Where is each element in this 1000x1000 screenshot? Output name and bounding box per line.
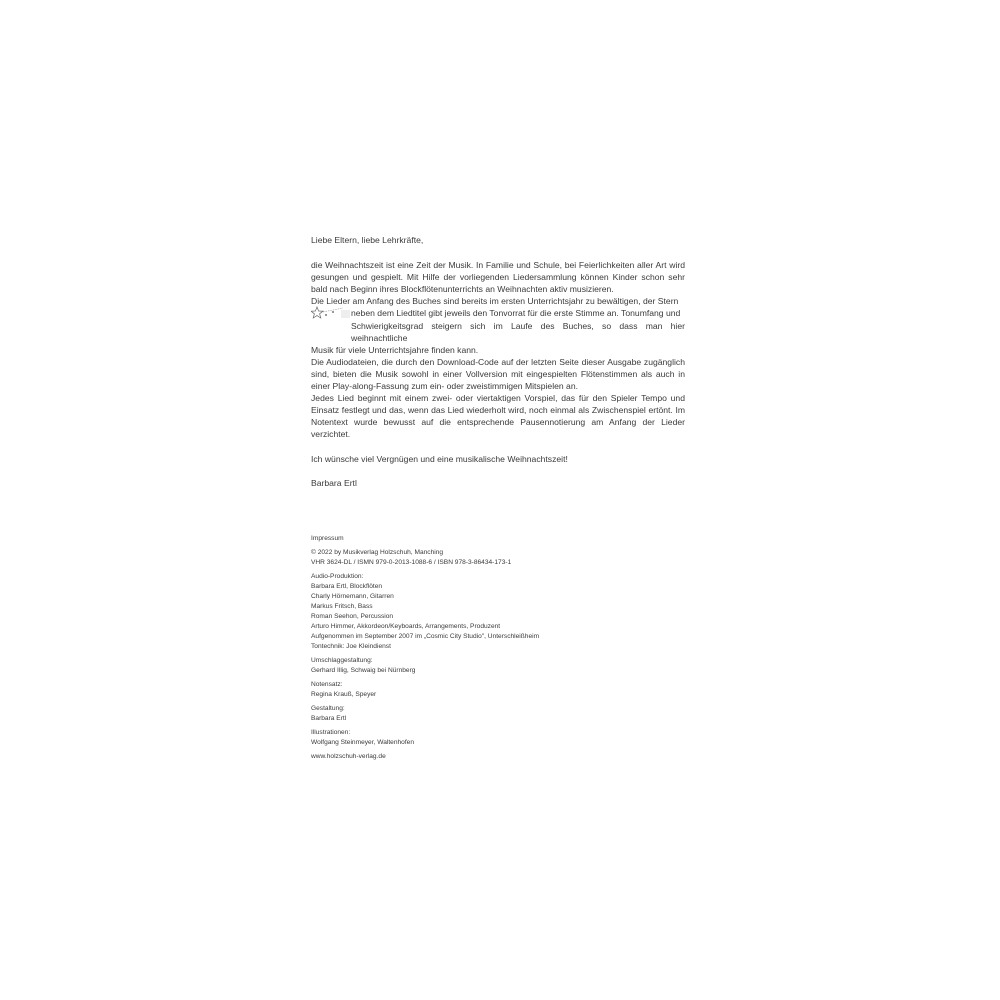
imprint-illustrations-value: Wolfgang Steinmeyer, Waltenhofen bbox=[311, 739, 414, 746]
imprint-audio-line: Aufgenommen im September 2007 im „Cosmic City Studio", Unterschleißheim bbox=[311, 633, 540, 640]
imprint-audio-line: Barbara Ertl, Blockflöten bbox=[311, 583, 383, 590]
imprint-notes-heading: Notensatz: bbox=[311, 681, 343, 688]
letter-greeting: Liebe Eltern, liebe Lehrkräfte, bbox=[311, 235, 424, 245]
imprint-cover-heading: Umschlaggestaltung: bbox=[311, 657, 373, 664]
imprint-notes-block bbox=[311, 680, 691, 700]
letter-paragraph-audio: Die Audiodateien, die durch den Download-Code auf der letzten Seite dieser Ausgabe zugänglich sind, bieten die Musik sowohl in einer Vollversion mit eingespielten Flötenstimmen als auch in einer Play-along-Fassung zum ein- oder zweistimmigen Mitspielen an. bbox=[311, 356, 685, 392]
imprint-design-value: Barbara Ertl bbox=[311, 715, 347, 722]
imprint-heading: Impressum bbox=[311, 535, 344, 542]
letter-paragraph-star-line1: Die Lieder am Anfang des Buches sind bereits im ersten Unterrichtsjahr zu bewältigen, der Stern bbox=[311, 296, 679, 307]
letter-signature: Barbara Ertl bbox=[311, 477, 357, 488]
letter-closing: Ich wünsche viel Vergnügen und eine musikalische Weihnachtszeit! bbox=[311, 453, 568, 464]
imprint-website: www.holzschuh-verlag.de bbox=[311, 753, 386, 760]
imprint-audio-line: Arturo Himmer, Akkordeon/Keyboards, Arrangements, Produzent bbox=[311, 623, 501, 630]
imprint-publisher-block bbox=[311, 548, 691, 568]
imprint-design-block bbox=[311, 704, 691, 724]
imprint-audio-heading: Audio-Produktion: bbox=[311, 573, 364, 580]
imprint-notes-value: Regina Krauß, Speyer bbox=[311, 691, 377, 698]
imprint-audio-block bbox=[311, 572, 691, 652]
letter-paragraph-prelude: Jedes Lied beginnt mit einem zwei- oder viertaktigen Vorspiel, das für den Spieler Tempo und Einsatz festlegt und das, wenn das Lied wiederholt wird, noch einmal als Zwischenspiel ertönt. Im Notentext wurde bewusst auf die entsprechende Pausennotierung am Anfang der Lieder verzichtet. bbox=[311, 393, 685, 440]
letter-paragraph-star bbox=[311, 295, 685, 355]
imprint-cover-block bbox=[311, 656, 691, 676]
imprint-design-heading: Gestaltung: bbox=[311, 705, 345, 712]
imprint-audio-line: Markus Fritsch, Bass bbox=[311, 603, 373, 610]
imprint-numbers: VHR 3624-DL / ISMN 979-0-2013-1088-6 / ISBN 978-3-86434-173-1 bbox=[311, 559, 512, 566]
letter-paragraph-star-line2: neben dem Liedtitel gibt jeweils den Tonvorrat für die erste Stimme an. Tonumfang und bbox=[351, 308, 681, 319]
letter-paragraph-star-rest: Musik für viele Unterrichtsjahre finden kann. bbox=[311, 344, 479, 355]
letter bbox=[311, 234, 685, 489]
imprint-illustrations-heading: Illustrationen: bbox=[311, 729, 351, 736]
imprint-cover-value: Gerhard Illig, Schwaig bei Nürnberg bbox=[311, 667, 416, 674]
imprint-audio-line: Tontechnik: Joe Kleindienst bbox=[311, 643, 391, 650]
imprint-audio-line: Charly Hörnemann, Gitarren bbox=[311, 593, 394, 600]
imprint-illustrations-block bbox=[311, 728, 691, 748]
letter-paragraph-intro: die Weihnachtszeit ist eine Zeit der Musik. In Familie und Schule, bei Feierlichkeiten aller Art wird gesungen und gespielt. Mit Hilfe der vorliegenden Liedersammlung können Kinder schon sehr bald nach Beginn ihres Blockflötenunterrichts an Weihnachten aktiv musizieren. bbox=[311, 260, 685, 295]
imprint-heading-block bbox=[311, 534, 691, 544]
letter-paragraph-star-line3: Schwierigkeitsgrad steigern sich im Laufe des Buches, so dass man hier weihnachtliche bbox=[351, 320, 685, 343]
imprint-copyright: © 2022 by Musikverlag Holzschuh, Manching bbox=[311, 549, 444, 556]
star-with-notes-icon bbox=[311, 306, 351, 320]
imprint bbox=[311, 534, 691, 766]
imprint-website-block bbox=[311, 752, 691, 762]
imprint-audio-line: Roman Seehon, Percussion bbox=[311, 613, 394, 620]
